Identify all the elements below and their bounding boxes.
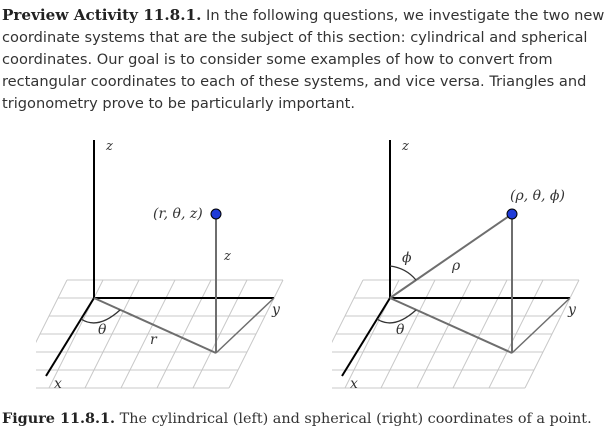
- x-axis-label: x: [350, 376, 358, 392]
- spherical-figure: [332, 118, 612, 398]
- x-axis: [46, 298, 94, 376]
- theta-label: θ: [396, 322, 405, 338]
- point-marker: [507, 209, 517, 219]
- phi-label: ϕ: [402, 250, 412, 266]
- z-axis-label: z: [106, 139, 113, 154]
- theta-label: θ: [98, 322, 107, 338]
- rho-label: ρ: [452, 258, 461, 274]
- point-label: (r, θ, z): [153, 206, 203, 222]
- preview-activity-body: In the following questions, we investigate the two new coordinate systems that are the subject of this section: cylindrical and spherical coordinates. Our goal is to consider some examples of how to convert from rectangular coordinates to each of these systems, and vice versa. Triangles and trigonometry prove to be particularly important.: [2, 7, 605, 112]
- x-axis-label: x: [54, 376, 62, 392]
- phi-arc: [390, 266, 416, 280]
- figure-caption: [2, 410, 608, 427]
- cylindrical-diagram: [36, 118, 336, 398]
- preview-activity-paragraph: [2, 4, 608, 115]
- y-axis-label: y: [568, 302, 576, 318]
- figure-caption-label: Figure 11.8.1.: [2, 410, 116, 427]
- grid-plane: [36, 280, 283, 388]
- r-label: r: [150, 332, 157, 348]
- point-label: (ρ, θ, ϕ): [510, 188, 565, 204]
- point-marker: [211, 209, 221, 219]
- z-axis-label: z: [402, 139, 409, 154]
- x-axis: [342, 298, 390, 376]
- height-label: z: [224, 249, 231, 264]
- preview-activity-title: Preview Activity 11.8.1.: [2, 6, 202, 24]
- cylindrical-figure: [36, 118, 336, 398]
- grid-plane: [332, 280, 579, 388]
- figure-caption-text: The cylindrical (left) and spherical (right) coordinates of a point.: [119, 411, 592, 427]
- y-axis-label: y: [272, 302, 280, 318]
- spherical-diagram: [332, 118, 612, 398]
